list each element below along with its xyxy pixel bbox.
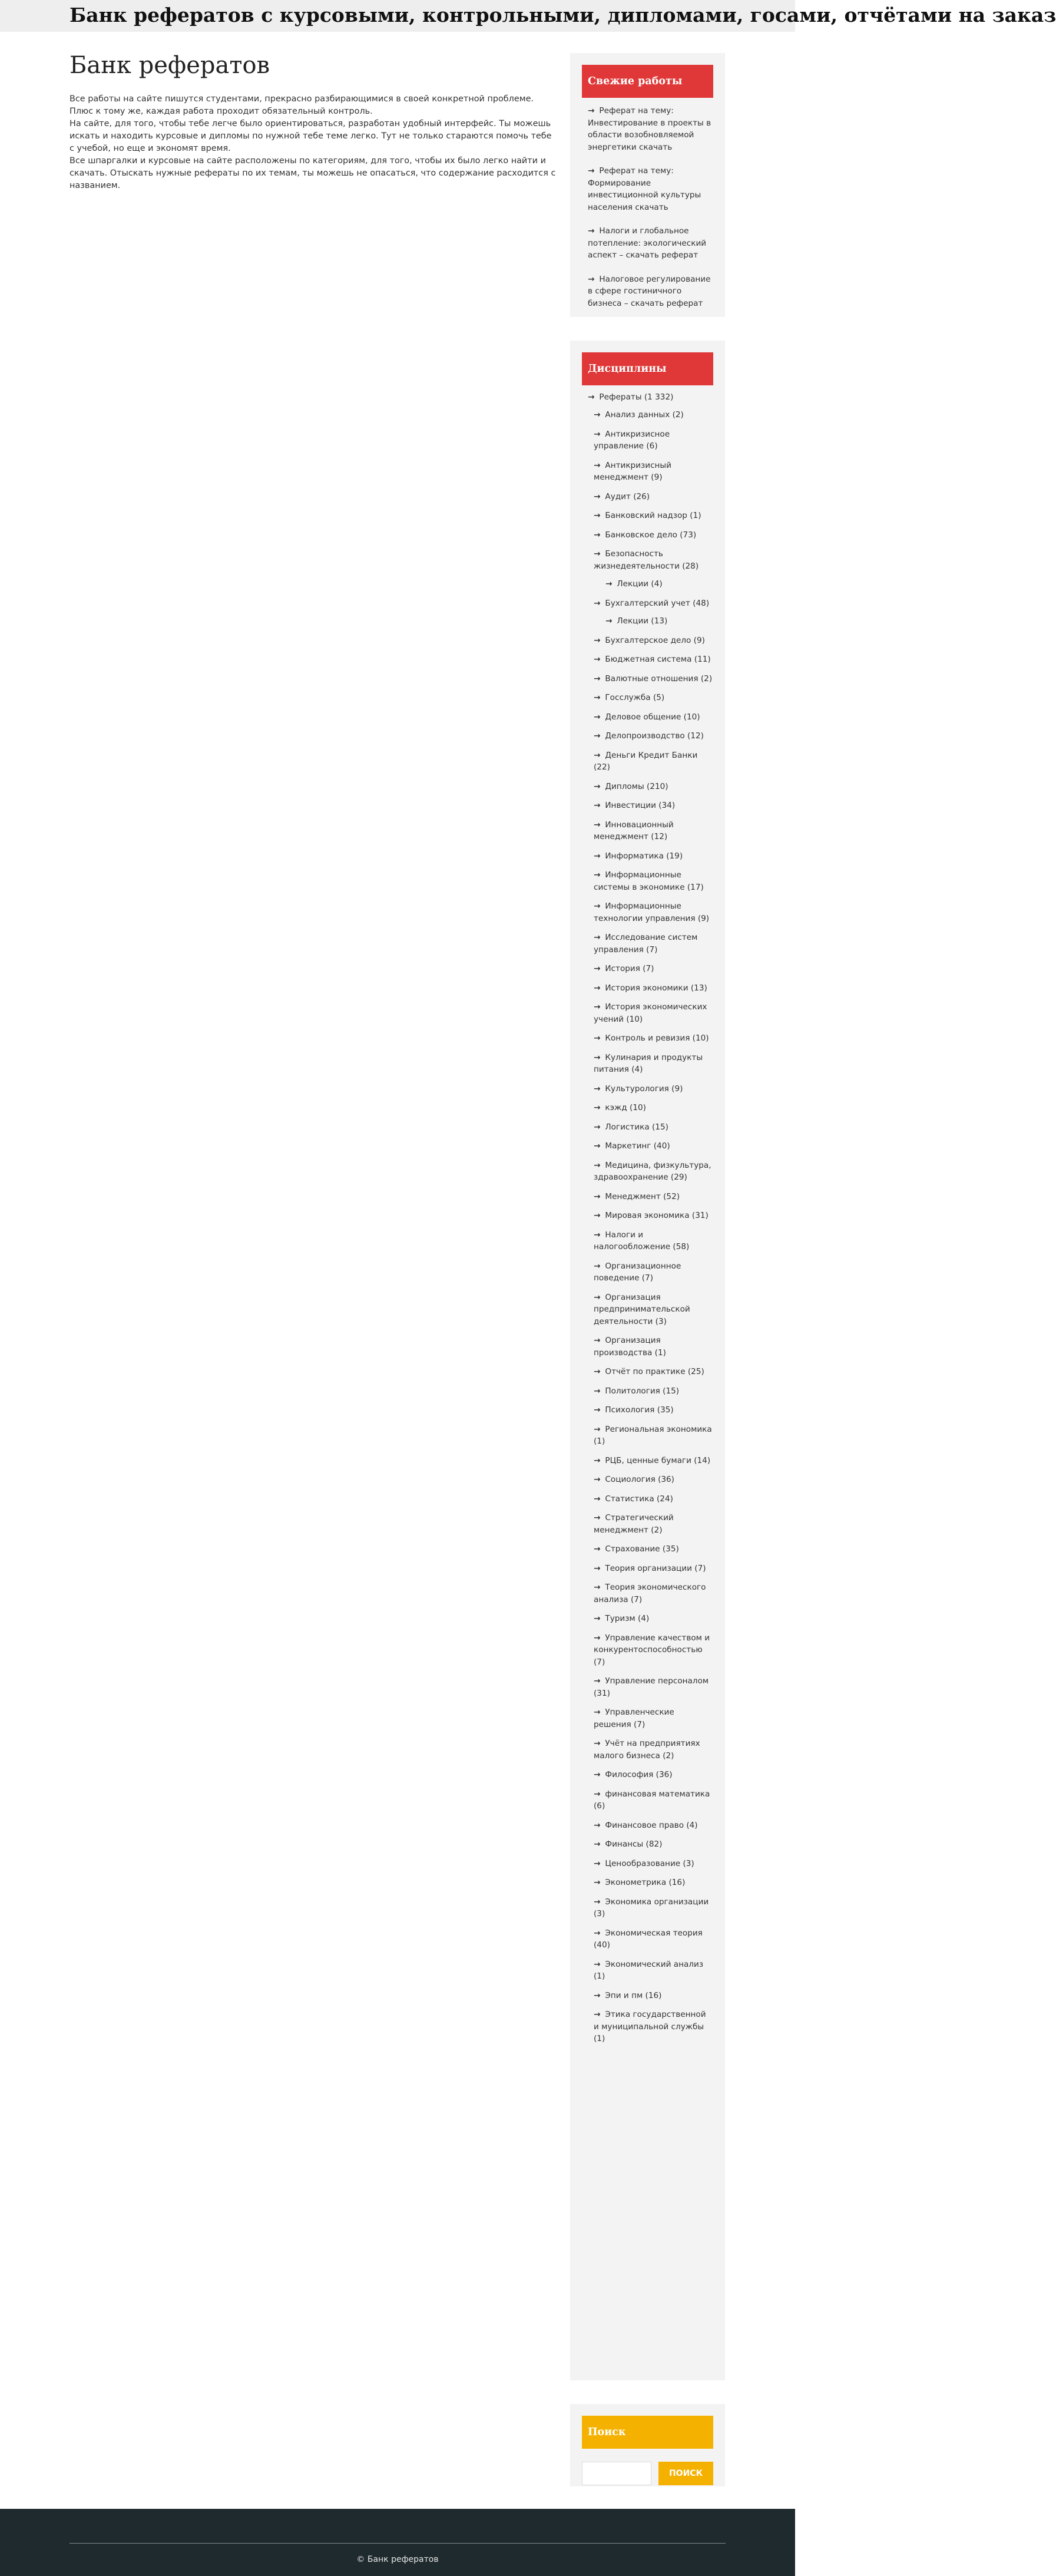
category-item-link[interactable]: Делопроизводство (12) <box>605 731 704 741</box>
arrow-right-icon: → <box>594 1708 601 1717</box>
category-item <box>594 819 713 843</box>
arrow-right-icon: → <box>594 1424 601 1434</box>
category-item-link[interactable]: Эпи и пм (16) <box>605 1990 662 2000</box>
category-item-link[interactable]: Деловое общение (10) <box>605 712 700 722</box>
site-title[interactable]: Банк рефератов с курсовыми, контрольными, дипломами, госами, отчётами на заказ <box>69 4 1056 27</box>
arrow-right-icon: → <box>594 712 601 722</box>
category-item <box>594 1858 713 1870</box>
category-item-link[interactable]: Валютные отношения (2) <box>605 673 713 683</box>
category-item <box>594 460 713 484</box>
category-item-link[interactable]: Социология (36) <box>605 1475 674 1484</box>
category-item-link[interactable]: Психология (35) <box>605 1405 674 1415</box>
arrow-right-icon: → <box>594 1990 601 2000</box>
category-item <box>594 982 713 995</box>
intro-paragraph: На сайте, для того, чтобы тебе легче было ориентироваться, разработан удобный интерфейс. Ты можешь искать и находить курсовые и дипломы по нужной тебе теме легко. Тут не только стараются помочь тебе с учебой, но еще и экономят время. <box>69 119 552 153</box>
category-item <box>594 1512 713 1536</box>
category-item-link[interactable]: Кулинария и продукты питания (4) <box>594 1052 703 1074</box>
category-item <box>594 932 713 956</box>
category-item-link[interactable]: финансовая математика (6) <box>594 1789 710 1811</box>
category-item-link[interactable]: кэжд (10) <box>605 1103 646 1112</box>
arrow-right-icon: → <box>594 1770 601 1779</box>
category-root-link[interactable]: Рефераты (1 332) <box>599 392 674 402</box>
category-list <box>588 409 713 2045</box>
search-widget <box>570 2404 725 2486</box>
category-item-link[interactable]: Аудит (26) <box>605 491 650 501</box>
category-item-link[interactable]: Медицина, физкультура, здравоохранение (29) <box>594 1160 711 1182</box>
category-item <box>594 428 713 453</box>
arrow-right-icon: → <box>594 410 601 420</box>
category-item <box>594 1959 713 1983</box>
arrow-right-icon: → <box>594 1839 601 1849</box>
arrow-right-icon: → <box>594 1160 601 1170</box>
category-item <box>594 1160 713 1184</box>
category-item-link[interactable]: Инновационный менеджмент (12) <box>594 820 674 841</box>
category-item <box>594 1229 713 1253</box>
category-item-link[interactable]: Управление персоналом (31) <box>594 1676 709 1698</box>
category-item-link[interactable]: Безопасность жизнедеятельности (28) <box>594 549 699 571</box>
category-item-link[interactable]: Страхование (35) <box>605 1544 679 1554</box>
arrow-right-icon: → <box>594 693 601 702</box>
category-item <box>594 1493 713 1505</box>
category-item <box>594 1385 713 1398</box>
category-item <box>594 653 713 666</box>
category-item <box>594 1083 713 1095</box>
arrow-right-icon: → <box>594 655 601 664</box>
category-item <box>594 1769 713 1781</box>
category-item <box>594 1632 713 1669</box>
arrow-right-icon: → <box>594 870 601 880</box>
category-item-link[interactable]: Экономика организации (3) <box>594 1897 709 1918</box>
category-item <box>594 1052 713 1076</box>
category-item <box>594 510 713 522</box>
arrow-right-icon: → <box>594 1897 601 1907</box>
arrow-right-icon: → <box>594 1959 601 1969</box>
category-item-link[interactable]: Туризм (4) <box>605 1614 650 1623</box>
category-item <box>594 1838 713 1851</box>
category-item <box>594 1896 713 1920</box>
category-item <box>594 1877 713 1889</box>
arrow-right-icon: → <box>594 851 601 861</box>
category-item <box>594 850 713 863</box>
footer-copyright: © Банк рефератов <box>356 2555 439 2564</box>
arrow-right-icon: → <box>594 1261 601 1271</box>
category-item-link[interactable]: Бухгалтерское дело (9) <box>605 635 705 645</box>
arrow-right-icon: → <box>594 2010 601 2019</box>
category-item <box>594 1001 713 1025</box>
recent-post-item-link[interactable]: Налоговое регулирование в сфере гостиничного бизнеса – скачать реферат <box>588 274 711 308</box>
category-item <box>594 1424 713 1448</box>
site-footer <box>0 2509 795 2576</box>
arrow-right-icon: → <box>588 226 595 236</box>
arrow-right-icon: → <box>594 1614 601 1623</box>
category-item-link[interactable]: Маркетинг (40) <box>605 1141 670 1151</box>
subcategory-item <box>605 578 713 590</box>
category-item <box>594 963 713 975</box>
arrow-right-icon: → <box>594 983 601 993</box>
category-item-link[interactable]: Исследование систем управления (7) <box>594 933 698 955</box>
main-content <box>69 52 558 192</box>
arrow-right-icon: → <box>594 1211 601 1220</box>
arrow-right-icon: → <box>594 1002 601 1012</box>
category-item <box>594 1140 713 1152</box>
recent-post-item <box>582 273 713 310</box>
category-item <box>594 711 713 724</box>
category-item <box>594 1706 713 1730</box>
arrow-right-icon: → <box>594 1455 601 1465</box>
disciplines-tree <box>582 392 713 2045</box>
category-item-link[interactable]: Статистика (24) <box>605 1494 673 1504</box>
category-item-link[interactable]: Налоги и налогообложение (58) <box>594 1230 690 1251</box>
arrow-right-icon: → <box>594 1928 601 1938</box>
arrow-right-icon: → <box>594 598 601 608</box>
arrow-right-icon: → <box>594 1583 601 1592</box>
recent-post-item-link[interactable]: Налоги и глобальное потепление: экологический аспект – скачать реферат <box>588 226 707 260</box>
arrow-right-icon: → <box>594 1494 601 1504</box>
category-item <box>594 1819 713 1832</box>
arrow-right-icon: → <box>594 750 601 760</box>
search-input[interactable] <box>582 2462 651 2485</box>
category-item-link[interactable]: Бюджетная система (11) <box>605 655 711 664</box>
category-item-link[interactable]: История экономических учений (10) <box>594 1002 707 1024</box>
category-item <box>594 1404 713 1416</box>
category-item <box>594 1543 713 1555</box>
category-item <box>594 900 713 924</box>
subcategory-item-link[interactable]: Лекции (13) <box>617 616 668 626</box>
category-item <box>594 1738 713 1762</box>
arrow-right-icon: → <box>594 491 601 501</box>
arrow-right-icon: → <box>594 820 601 830</box>
arrow-right-icon: → <box>594 1676 601 1686</box>
category-item <box>594 1121 713 1134</box>
category-item-link[interactable]: Учёт на предприятиях малого бизнеса (2) <box>594 1739 700 1761</box>
category-item <box>594 781 713 793</box>
category-item-link[interactable]: Мировая экономика (31) <box>605 1211 709 1220</box>
category-item <box>594 1260 713 1284</box>
recent-post-item <box>582 225 713 262</box>
arrow-right-icon: → <box>594 1084 601 1094</box>
category-item-link[interactable]: Деньги Кредит Банки (22) <box>594 750 698 772</box>
category-item <box>594 1191 713 1203</box>
category-item-link[interactable]: Госслужба (5) <box>605 693 665 702</box>
arrow-right-icon: → <box>605 579 613 589</box>
search-title: Поиск <box>582 2416 713 2449</box>
category-item-link[interactable]: Стратегический менеджмент (2) <box>594 1513 674 1535</box>
category-item-link[interactable]: Отчёт по практике (25) <box>605 1367 704 1376</box>
category-item-link[interactable]: Логистика (15) <box>605 1122 668 1132</box>
arrow-right-icon: → <box>594 1103 601 1112</box>
search-form <box>582 2462 713 2485</box>
category-item-link[interactable]: Информационные системы в экономике (17) <box>594 870 704 892</box>
arrow-right-icon: → <box>594 1820 601 1830</box>
category-item <box>594 692 713 704</box>
arrow-right-icon: → <box>594 1033 601 1043</box>
subcategory-list <box>594 578 713 590</box>
arrow-right-icon: → <box>594 635 601 645</box>
arrow-right-icon: → <box>594 1475 601 1484</box>
category-item-link[interactable]: Антикризисный менеджмент (9) <box>594 460 671 482</box>
category-item-link[interactable]: РЦБ, ценные бумаги (14) <box>605 1455 711 1465</box>
category-item-link[interactable]: Философия (36) <box>605 1770 673 1779</box>
disciplines-title: Дисциплины <box>582 352 713 385</box>
category-item <box>594 1335 713 1359</box>
recent-posts-widget <box>570 53 725 317</box>
category-item-link[interactable]: Этика государственной и муниципальной службы (1) <box>594 2010 706 2043</box>
category-item <box>594 1366 713 1378</box>
arrow-right-icon: → <box>588 274 595 284</box>
recent-post-item-link[interactable]: Реферат на тему: Инвестирование в проекты в области возобновляемой энергетики скачать <box>588 106 711 152</box>
arrow-right-icon: → <box>594 781 601 791</box>
subcategory-list <box>594 615 713 628</box>
arrow-right-icon: → <box>594 1739 601 1748</box>
arrow-right-icon: → <box>594 1544 601 1554</box>
category-item <box>594 800 713 812</box>
category-item-link[interactable]: Организационное поведение (7) <box>594 1261 681 1283</box>
intro-paragraph: Все шпаргалки и курсовые на сайте расположены по категориям, для того, чтобы их было легко найти и скачать. Отыскать нужные рефераты по их темам, ты можешь не опасаться, что содержание расходится с названием. <box>69 156 556 190</box>
category-item-link[interactable]: Контроль и ревизия (10) <box>605 1033 709 1043</box>
footer-divider <box>69 2543 726 2544</box>
category-item <box>594 1927 713 1951</box>
arrow-right-icon: → <box>594 1513 601 1523</box>
arrow-right-icon: → <box>594 549 601 559</box>
page-title: Банк рефератов <box>69 52 270 79</box>
category-item-link[interactable]: Финансовое право (4) <box>605 1820 698 1830</box>
category-item <box>594 1788 713 1812</box>
recent-post-item <box>582 165 713 213</box>
arrow-right-icon: → <box>594 1878 601 1887</box>
category-item <box>594 1102 713 1114</box>
category-item <box>594 1613 713 1625</box>
category-item-link[interactable]: Менеджмент (52) <box>605 1191 680 1201</box>
category-item <box>594 491 713 503</box>
category-item <box>594 1990 713 2002</box>
category-item <box>594 548 713 590</box>
arrow-right-icon: → <box>594 1141 601 1151</box>
arrow-right-icon: → <box>594 1052 601 1062</box>
arrow-right-icon: → <box>594 1230 601 1240</box>
category-item <box>594 1455 713 1467</box>
arrow-right-icon: → <box>594 1405 601 1415</box>
search-button[interactable]: ПОИСК <box>658 2462 713 2485</box>
category-item-link[interactable]: Антикризисное управление (6) <box>594 429 670 451</box>
category-item <box>594 1581 713 1606</box>
category-item <box>594 1292 713 1328</box>
arrow-right-icon: → <box>588 392 595 402</box>
category-item-link[interactable]: Региональная экономика (1) <box>594 1424 712 1446</box>
category-item <box>594 597 713 628</box>
category-item-link[interactable]: Теория организации (7) <box>605 1563 706 1573</box>
category-item-link[interactable]: Информационные технологии управления (9) <box>594 901 710 923</box>
category-item-link[interactable]: Экономический анализ (1) <box>594 1959 704 1981</box>
category-item-link[interactable]: История (7) <box>605 964 654 973</box>
category-item <box>594 749 713 774</box>
arrow-right-icon: → <box>594 530 601 540</box>
category-item <box>594 635 713 647</box>
category-item <box>594 1474 713 1486</box>
category-item-link[interactable]: Банковское дело (73) <box>605 530 697 540</box>
subcategory-item <box>605 615 713 628</box>
category-item <box>594 1032 713 1045</box>
category-item-link[interactable]: Эконометрика (16) <box>605 1878 686 1887</box>
category-item-link[interactable]: Дипломы (210) <box>605 781 668 791</box>
arrow-right-icon: → <box>594 964 601 973</box>
arrow-right-icon: → <box>594 460 601 470</box>
category-item <box>594 1675 713 1699</box>
disciplines-widget <box>570 341 725 2380</box>
category-item-link[interactable]: Банковский надзор (1) <box>605 511 701 520</box>
category-item <box>594 730 713 742</box>
arrow-right-icon: → <box>594 801 601 810</box>
arrow-right-icon: → <box>594 1292 601 1302</box>
arrow-right-icon: → <box>594 933 601 942</box>
category-item-link[interactable]: Управление качеством и конкурентоспособностью (7) <box>594 1633 710 1667</box>
category-root <box>582 392 713 2045</box>
arrow-right-icon: → <box>594 1633 601 1643</box>
arrow-right-icon: → <box>594 1122 601 1132</box>
arrow-right-icon: → <box>594 1336 601 1345</box>
recent-posts-title: Свежие работы <box>582 65 713 98</box>
arrow-right-icon: → <box>594 1367 601 1376</box>
category-item-link[interactable]: Ценообразование (3) <box>605 1858 694 1868</box>
category-item-link[interactable]: Управленческие решения (7) <box>594 1708 674 1729</box>
arrow-right-icon: → <box>594 901 601 911</box>
arrow-right-icon: → <box>594 511 601 520</box>
category-item-link[interactable]: Информатика (19) <box>605 851 683 861</box>
category-item-link[interactable]: Бухгалтерский учет (48) <box>605 598 710 608</box>
arrow-right-icon: → <box>594 1563 601 1573</box>
category-item <box>594 409 713 421</box>
category-item-link[interactable]: Организация производства (1) <box>594 1336 666 1358</box>
category-item-link[interactable]: Организация предпринимательской деятельности (3) <box>594 1292 690 1326</box>
recent-post-item <box>582 105 713 153</box>
category-item-link[interactable]: Культурология (9) <box>605 1084 683 1094</box>
intro-text <box>69 93 558 192</box>
recent-posts-list <box>582 105 713 309</box>
arrow-right-icon: → <box>588 166 595 176</box>
category-item-link[interactable]: Анализ данных (2) <box>605 410 684 420</box>
subcategory-item-link[interactable]: Лекции (4) <box>617 579 663 589</box>
category-item-link[interactable]: Политология (15) <box>605 1386 680 1396</box>
category-item <box>594 529 713 541</box>
arrow-right-icon: → <box>605 616 613 626</box>
arrow-right-icon: → <box>594 673 601 683</box>
arrow-right-icon: → <box>588 106 595 115</box>
category-item <box>594 2009 713 2045</box>
arrow-right-icon: → <box>594 429 601 439</box>
arrow-right-icon: → <box>594 1386 601 1396</box>
category-item <box>594 1563 713 1575</box>
recent-post-item-link[interactable]: Реферат на тему: Формирование инвестиционной культуры населения скачать <box>588 166 701 212</box>
category-item-link[interactable]: Экономическая теория (40) <box>594 1928 703 1950</box>
category-item <box>594 673 713 685</box>
arrow-right-icon: → <box>594 731 601 741</box>
site-header <box>0 0 1056 32</box>
arrow-right-icon: → <box>594 1858 601 1868</box>
category-item-link[interactable]: Теория экономического анализа (7) <box>594 1583 706 1604</box>
category-item <box>594 1210 713 1222</box>
intro-paragraph: Все работы на сайте пишутся студентами, прекрасно разбирающимися в своей конкретной проблеме. Плюс к тому же, каждая работа проходит обязательный контроль. <box>69 94 534 116</box>
category-item-link[interactable]: Инвестиции (34) <box>605 801 676 810</box>
category-item-link[interactable]: Финансы (82) <box>605 1839 663 1849</box>
arrow-right-icon: → <box>594 1789 601 1799</box>
category-item-link[interactable]: История экономики (13) <box>605 983 707 993</box>
arrow-right-icon: → <box>594 1191 601 1201</box>
category-item <box>594 869 713 893</box>
